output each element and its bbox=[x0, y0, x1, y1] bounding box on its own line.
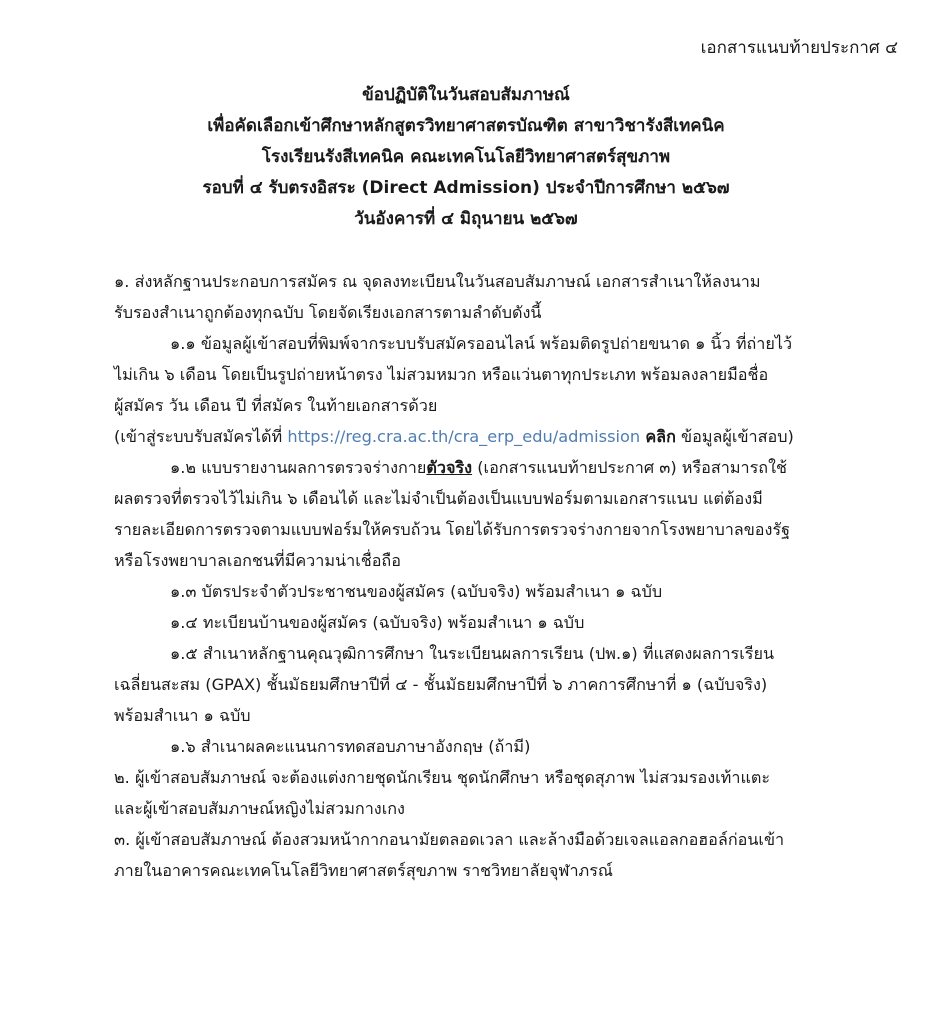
item-1-2-suffix: (เอกสารแนบท้ายประกาศ ๓) หรือสามารถใช้ bbox=[472, 458, 787, 477]
item-1 bbox=[114, 266, 914, 328]
attachment-note: เอกสารแนบท้ายประกาศ ๔ bbox=[700, 38, 898, 58]
item-1-2-prefix: ๑.๒ แบบรายงานผลการตรวจร่างกาย bbox=[170, 458, 427, 477]
title-line-4: รอบที่ ๔ รับตรงอิสระ (Direct Admission) ประจำปีการศึกษา ๒๕๖๗ bbox=[202, 178, 730, 198]
item-1-line-1: ๑. ส่งหลักฐานประกอบการสมัคร ณ จุดลงทะเบียนในวันสอบสัมภาษณ์ เอกสารสำเนาให้ลงนาม bbox=[114, 272, 761, 291]
item-1-2-line-1 bbox=[114, 452, 914, 483]
note-suffix: ข้อมูลผู้เข้าสอบ) bbox=[675, 427, 794, 446]
item-1-6: ๑.๖ สำเนาผลคะแนนการทดสอบภาษาอังกฤษ (ถ้ามี) bbox=[170, 737, 531, 756]
item-1-line-2: รับรองสำเนาถูกต้องทุกฉบับ โดยจัดเรียงเอกสารตามลำดับดังนี้ bbox=[114, 303, 542, 322]
item-1-1-line-2: ไม่เกิน ๖ เดือน โดยเป็นรูปถ่ายหน้าตรง ไม่สวมหมวก หรือแว่นตาทุกประเภท พร้อมลงลายมือชื่อ bbox=[114, 365, 769, 384]
item-1-5-line-2: เฉลี่ยนสะสม (GPAX) ชั้นมัธยมศึกษาปีที่ ๔ - ชั้นมัธยมศึกษาปีที่ ๖ ภาคการศึกษาที่ ๑ (ฉบับจริง) bbox=[114, 675, 768, 694]
item-1-1-line-3: ผู้สมัคร วัน เดือน ปี ที่สมัคร ในท้ายเอกสารด้วย bbox=[114, 396, 438, 415]
item-2-line-2: และผู้เข้าสอบสัมภาษณ์หญิงไม่สวมกางเกง bbox=[114, 799, 405, 818]
item-1-1 bbox=[114, 328, 914, 452]
title-line-1: ข้อปฏิบัติในวันสอบสัมภาษณ์ bbox=[362, 85, 570, 105]
item-2-line-1: ๒. ผู้เข้าสอบสัมภาษณ์ จะต้องแต่งกายชุดนักเรียน ชุดนักศึกษา หรือชุดสุภาพ ไม่สวมรองเท้าแตะ bbox=[114, 768, 771, 787]
item-1-2-line-4: หรือโรงพยาบาลเอกชนที่มีความน่าเชื่อถือ bbox=[114, 551, 401, 570]
item-3 bbox=[114, 824, 914, 886]
admission-link[interactable]: https://reg.cra.ac.th/cra_erp_edu/admission bbox=[287, 427, 641, 446]
item-1-5 bbox=[114, 638, 914, 731]
item-1-2 bbox=[114, 452, 914, 576]
document-body bbox=[114, 266, 914, 886]
item-1-5-line-3: พร้อมสำเนา ๑ ฉบับ bbox=[114, 706, 251, 725]
title-line-2: เพื่อคัดเลือกเข้าศึกษาหลักสูตรวิทยาศาสตรบัณฑิต สาขาวิชารังสีเทคนิค bbox=[207, 116, 725, 136]
click-label: คลิก bbox=[645, 427, 676, 446]
note-prefix: (เข้าสู่ระบบรับสมัครได้ที่ bbox=[114, 427, 288, 446]
item-1-4: ๑.๔ ทะเบียนบ้านของผู้สมัคร (ฉบับจริง) พร้อมสำเนา ๑ ฉบับ bbox=[170, 613, 585, 632]
title-line-3: โรงเรียนรังสีเทคนิค คณะเทคโนโลยีวิทยาศาสตร์สุขภาพ bbox=[261, 147, 671, 167]
item-1-2-line-2: ผลตรวจที่ตรวจไว้ไม่เกิน ๖ เดือนได้ และไม่จำเป็นต้องเป็นแบบฟอร์มตามเอกสารแนบ แต่ต้องมี bbox=[114, 489, 763, 508]
document-title bbox=[60, 80, 872, 235]
original-copy-emphasis: ตัวจริง bbox=[426, 458, 473, 477]
item-3-line-2: ภายในอาคารคณะเทคโนโลยีวิทยาศาสตร์สุขภาพ ราชวิทยาลัยจุฬาภรณ์ bbox=[114, 861, 613, 880]
item-1-1-line-1: ๑.๑ ข้อมูลผู้เข้าสอบที่พิมพ์จากระบบรับสมัครออนไลน์ พร้อมติดรูปถ่ายขนาด ๑ นิ้ว ที่ถ่ายไว้ bbox=[170, 334, 793, 353]
item-1-2-line-3: รายละเอียดการตรวจตามแบบฟอร์มให้ครบถ้วน โดยได้รับการตรวจร่างกายจากโรงพยาบาลของรัฐ bbox=[114, 520, 791, 539]
item-1-1-note bbox=[114, 421, 914, 452]
item-1-5-line-1: ๑.๕ สำเนาหลักฐานคุณวุฒิการศึกษา ในระเบียนผลการเรียน (ปพ.๑) ที่แสดงผลการเรียน bbox=[170, 644, 775, 663]
item-3-line-1: ๓. ผู้เข้าสอบสัมภาษณ์ ต้องสวมหน้ากากอนามัยตลอดเวลา และล้างมือด้วยเจลแอลกอฮอล์ก่อนเข้า bbox=[114, 830, 785, 849]
title-line-5: วันอังคารที่ ๔ มิถุนายน ๒๕๖๗ bbox=[354, 209, 578, 229]
item-2 bbox=[114, 762, 914, 824]
item-1-3: ๑.๓ บัตรประจำตัวประชาชนของผู้สมัคร (ฉบับจริง) พร้อมสำเนา ๑ ฉบับ bbox=[170, 582, 663, 601]
